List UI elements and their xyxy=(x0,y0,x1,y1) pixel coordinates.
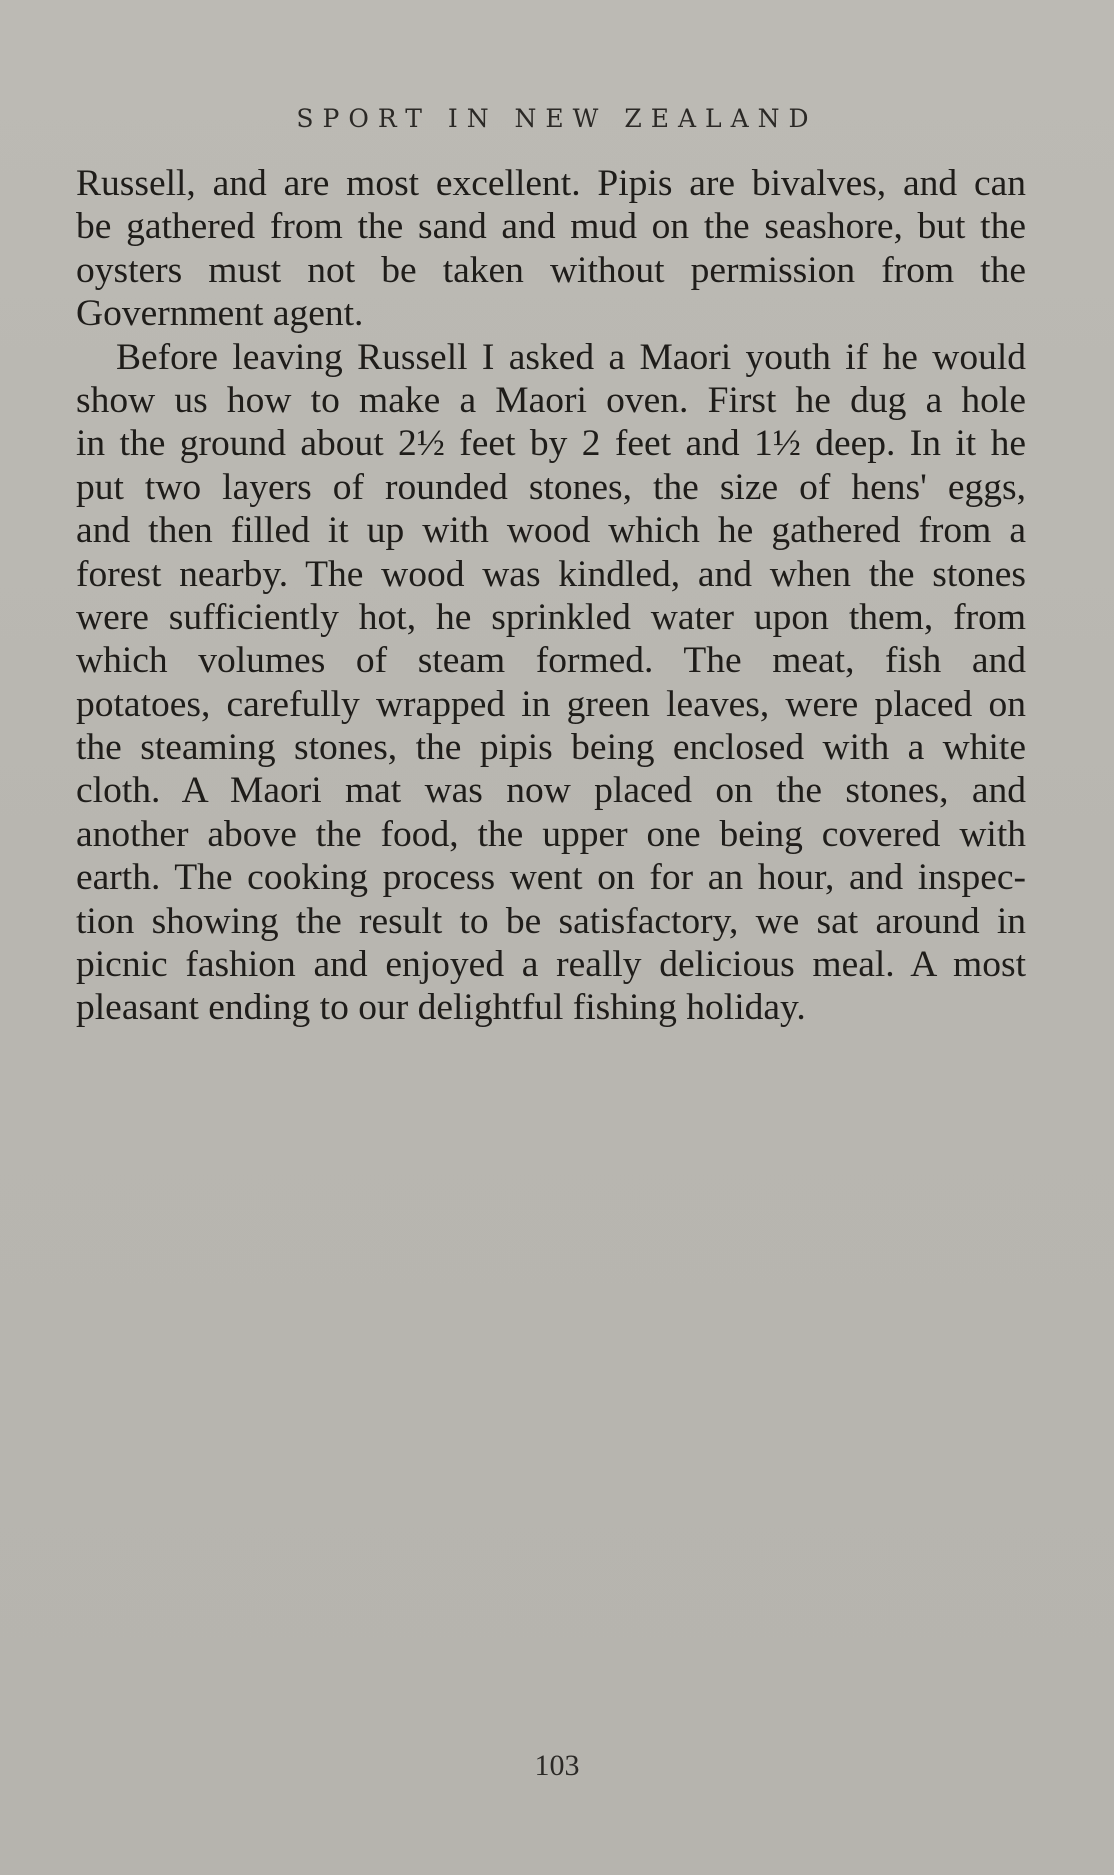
text-line: Before leaving Russell I asked a Maori youth if he would xyxy=(116,336,1026,378)
body-text xyxy=(76,162,1026,1030)
text-line: the steaming stones, the pipis being enclosed with a white xyxy=(76,727,1026,769)
text-line: put two layers of rounded stones, the size of hens' eggs, xyxy=(76,466,1026,508)
text-line: be gathered from the sand and mud on the seashore, but the xyxy=(76,206,1026,248)
text-line: pleasant ending to our delightful fishing holiday. xyxy=(76,987,806,1029)
text-line: and then filled it up with wood which he gathered from a xyxy=(76,510,1026,552)
text-line: in the ground about 2½ feet by 2 feet and 1½ deep. In it he xyxy=(76,423,1026,465)
text-line: potatoes, carefully wrapped in green leaves, were placed on xyxy=(76,683,1026,725)
text-line: were sufficiently hot, he sprinkled water upon them, from xyxy=(76,596,1026,638)
running-head: SPORT IN NEW ZEALAND xyxy=(296,104,818,133)
text-line: forest nearby. The wood was kindled, and when the stones xyxy=(76,553,1026,595)
text-line: oysters must not be taken without permission from the xyxy=(76,249,1026,291)
text-line: earth. The cooking process went on for an hour, and inspec- xyxy=(76,857,1026,899)
text-line: Government agent. xyxy=(76,293,364,335)
text-line: another above the food, the upper one being covered with xyxy=(76,813,1026,855)
text-line: cloth. A Maori mat was now placed on the stones, and xyxy=(76,770,1026,812)
text-line: show us how to make a Maori oven. First he dug a hole xyxy=(76,379,1026,421)
page-number: 103 xyxy=(534,1749,580,1782)
text-line: tion showing the result to be satisfactory, we sat around in xyxy=(76,900,1026,942)
text-line: picnic fashion and enjoyed a really delicious meal. A most xyxy=(76,944,1026,986)
text-line: Russell, and are most excellent. Pipis are bivalves, and can xyxy=(76,163,1026,204)
text-line: which volumes of steam formed. The meat, fish and xyxy=(76,640,1026,682)
